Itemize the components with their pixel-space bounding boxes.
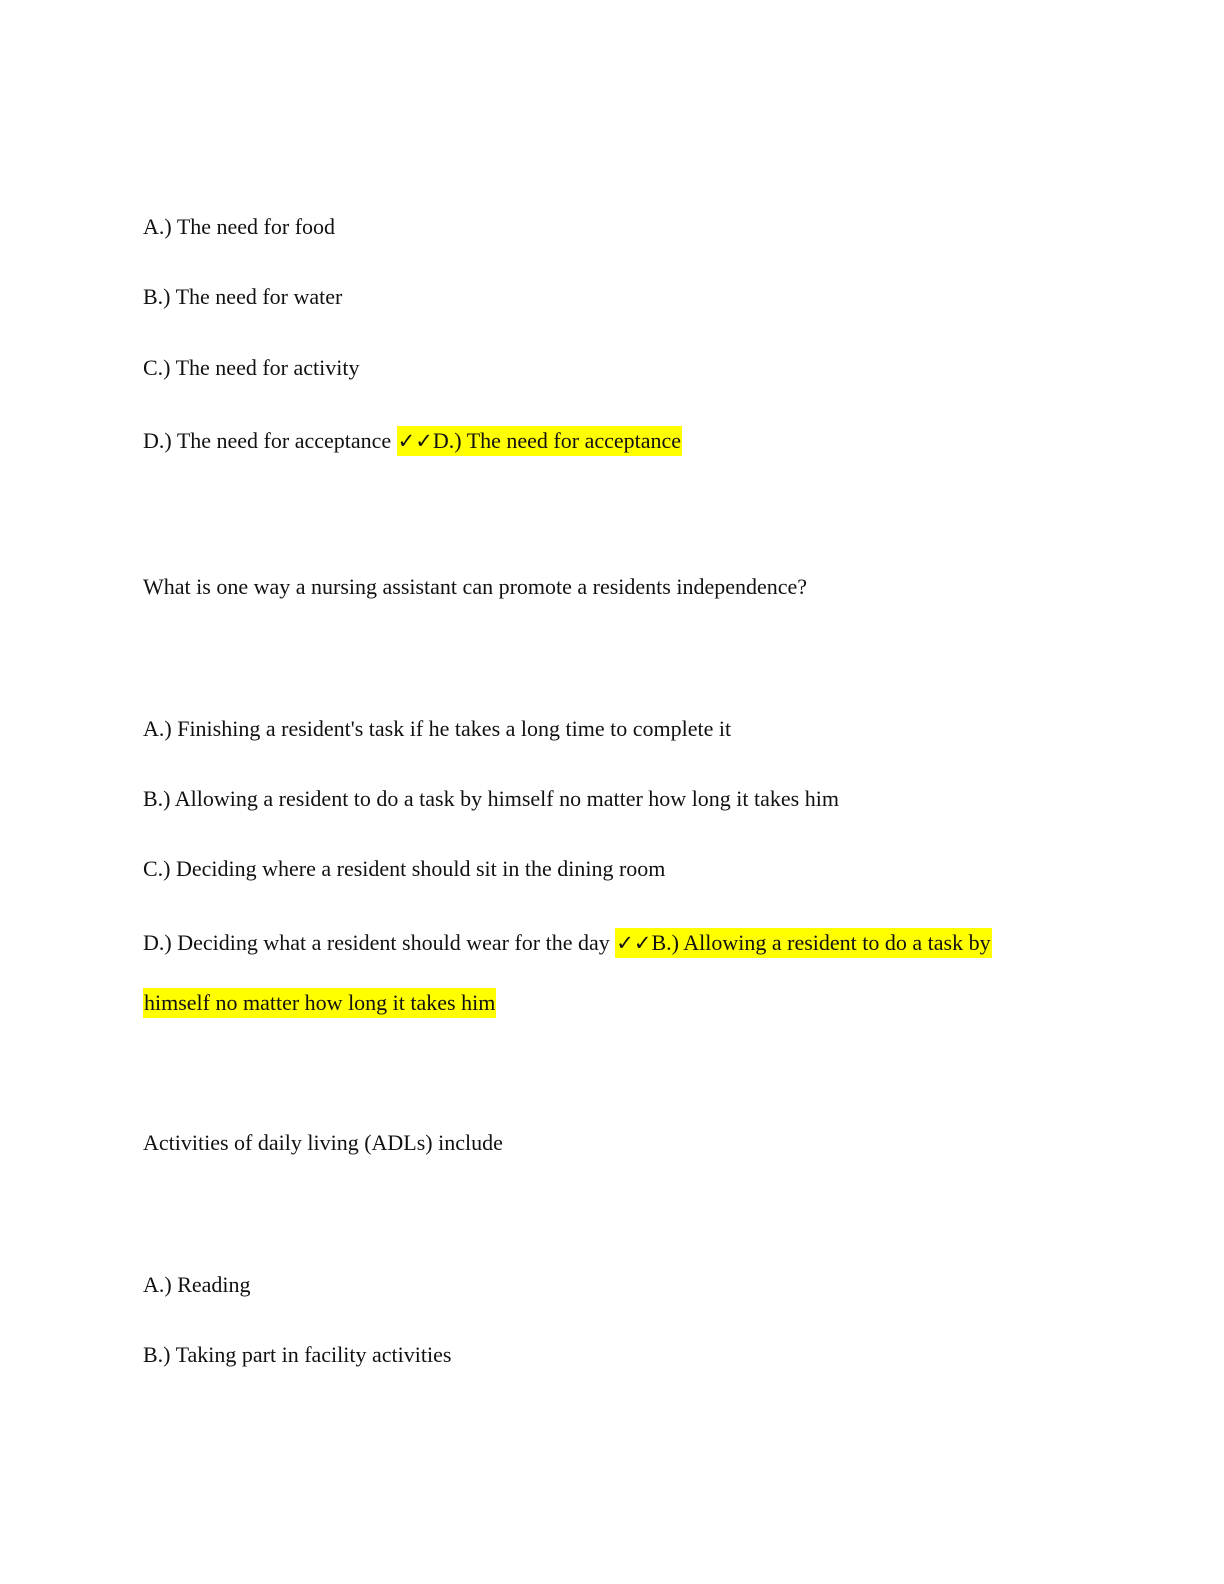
q2-answer-highlight-1: [615, 928, 991, 958]
q2-question: What is one way a nursing assistant can promote a residents independence?: [143, 574, 808, 599]
q3-option-b: B.) Taking part in facility activities: [143, 1342, 452, 1367]
q2-option-d: D.) Deciding what a resident should wear for the day: [143, 930, 610, 955]
q2-option-c: C.) Deciding where a resident should sit in the dining room: [143, 856, 666, 881]
double-check-icon: ✓✓: [397, 429, 433, 453]
q2-answer-line-2: [143, 990, 496, 1016]
q1-answer-text: D.) The need for acceptance: [432, 428, 682, 453]
q3-option-a: A.) Reading: [143, 1272, 251, 1297]
q2-option-a: A.) Finishing a resident's task if he takes a long time to complete it: [143, 716, 732, 741]
q1-option-d: D.) The need for acceptance: [143, 428, 392, 453]
q1-option-d-line: [143, 428, 682, 454]
q2-option-b: B.) Allowing a resident to do a task by himself no matter how long it takes him: [143, 786, 839, 811]
q2-answer-highlight-2: himself no matter how long it takes him: [143, 988, 496, 1018]
q1-option-b: B.) The need for water: [143, 284, 343, 309]
q2-option-d-line: [143, 930, 992, 956]
q1-option-a: A.) The need for food: [143, 214, 336, 239]
q1-option-c: C.) The need for activity: [143, 355, 360, 380]
double-check-icon: ✓✓: [616, 931, 652, 955]
q1-answer-highlight: [397, 426, 682, 456]
q3-question: Activities of daily living (ADLs) include: [143, 1130, 503, 1155]
q2-answer-text-1: B.) Allowing a resident to do a task by: [651, 930, 991, 955]
